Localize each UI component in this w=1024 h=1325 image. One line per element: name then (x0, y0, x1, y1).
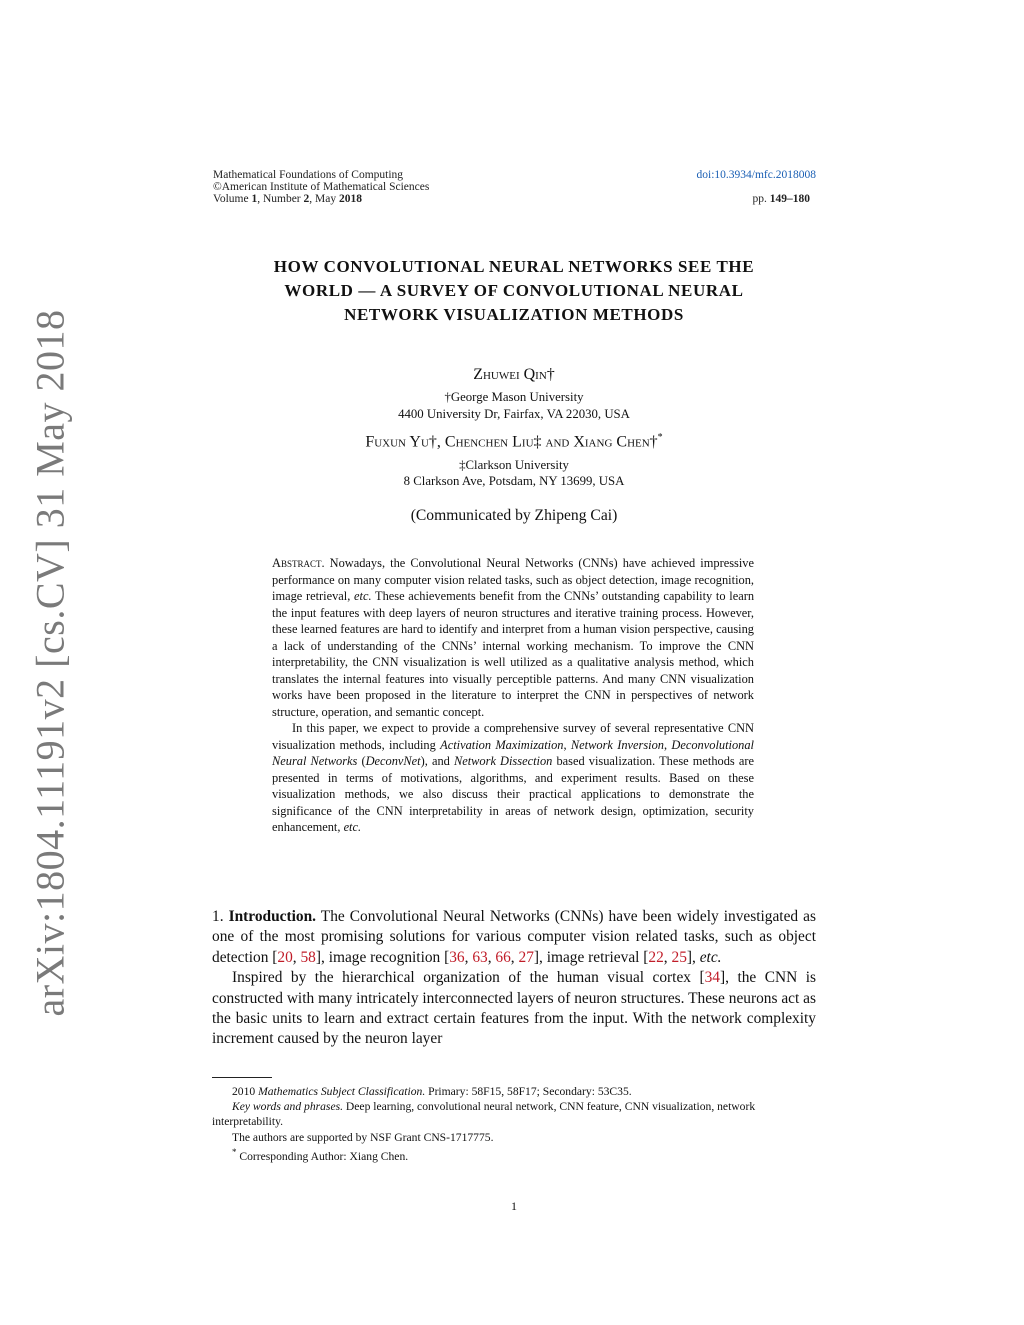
affiliation-2-address: 8 Clarkson Ave, Potsdam, NY 13699, USA (403, 474, 625, 488)
journal-name: Mathematical Foundations of Computing (213, 169, 404, 181)
abstract: Abstract. Nowadays, the Convolutional Neural Networks (CNNs) have achieved impressive performance on many computer vision related tasks, such as object detection, image recognition, image retrieval, etc. These achievements benefit from the CNNs’ outstanding capability to learn the input features with deep layers of neuron structures and iterative training process. However, these learned features are hard to identify and interpret from a human vision perspective, causing a lack of understanding of the CNNs’ internal working mechanism. To improve the CNN interpretability, the CNN visualization is well utilized as a qualitative analysis method, which translates the internal features into visually perceptible patterns. And many CNN visualization works have been proposed in the literature to interpret the CNN in perspectives of network structure, operation, and semantic concept. In this paper, we expect to provide a comprehensive survey of several representative CNN visualization methods, including Activation Maximization, Network Inversion, Deconvolutional Neural Networks (DeconvNet), and Network Dissection based visualization. These methods are presented in terms of motivations, algorithms, and experiment results. Based on these visualization methods, we also discuss their practical applications to demonstrate the significance of the CNN interpretability in areas of network design, optimization, security enhancement, etc. (272, 556, 755, 834)
citation-link[interactable]: 27 (518, 948, 534, 966)
citation-link[interactable]: 66 (495, 948, 511, 966)
citation-link[interactable]: 22 (648, 948, 664, 966)
footnotes: 2010 Mathematics Subject Classification. Primary: 58F15, 58F17; Secondary: 53C35. Key words and phrases. Deep learning, convolutional neural network, CNN feature, CNN visualization, network interpretability. The authors are supported by NSF Grant CNS-1717775. * Corresponding Author: Xiang Chen. (212, 1085, 756, 1163)
citation-link[interactable]: 63 (472, 948, 488, 966)
page-number: 1 (511, 1199, 517, 1213)
doi-link[interactable]: doi:10.3934/mfc.2018008 (696, 169, 816, 181)
citation-link[interactable]: 58 (300, 948, 316, 966)
affiliation-1-address: 4400 University Dr, Fairfax, VA 22030, USA (398, 407, 630, 421)
affiliation-2-name: ‡Clarkson University (459, 458, 569, 472)
paper-title-line-1: HOW CONVOLUTIONAL NEURAL NETWORKS SEE THE (273, 257, 755, 276)
affiliation-1-name: †George Mason University (444, 390, 584, 404)
citation-link[interactable]: 36 (449, 948, 465, 966)
paper-title-line-2: WORLD — A SURVEY OF CONVOLUTIONAL NEURAL (284, 281, 744, 300)
paper-title-line-3: NETWORK VISUALIZATION METHODS (344, 305, 684, 324)
author-1: Zhuwei Qin† (473, 366, 555, 383)
section-heading: Introduction. (228, 908, 316, 925)
publisher-line: ©American Institute of Mathematical Sciences (213, 181, 430, 193)
abstract-label: Abstract. (272, 556, 325, 570)
arxiv-stamp (0, 0, 100, 1325)
communicated-by: (Communicated by Zhipeng Cai) (410, 507, 618, 524)
citation-link[interactable]: 34 (704, 969, 720, 987)
page-range: pp. 149–180 (752, 193, 810, 205)
authors-2: Fuxun Yu†, Chenchen Liu‡ and Xiang Chen†* (365, 432, 663, 451)
footnote-rule (212, 1077, 272, 1078)
introduction-section: 1. Introduction. The Convolutional Neural Networks (CNNs) have been widely investigated as one of the most promising solutions for various computer vision related tasks, such as object detection [20, 58], image recognition [36, 63, 66, 27], image retrieval [22, 25], etc. Inspired by the hierarchical organization of the human visual cortex [34], the CNN is constructed with many intricately interconnected layers of neuron structures. These neurons act as the basic units to learn and extract certain features from the input. With the network complexity increment caused by the neuron layer (212, 908, 816, 1048)
arxiv-identifier[interactable]: arXiv:1804.11191v2 [cs.CV] 31 May 2018 (27, 308, 73, 1017)
volume-line: Volume 1, Number 2, May 2018 (213, 193, 362, 205)
citation-link[interactable]: 25 (671, 948, 687, 966)
citation-link[interactable]: 20 (277, 948, 293, 966)
